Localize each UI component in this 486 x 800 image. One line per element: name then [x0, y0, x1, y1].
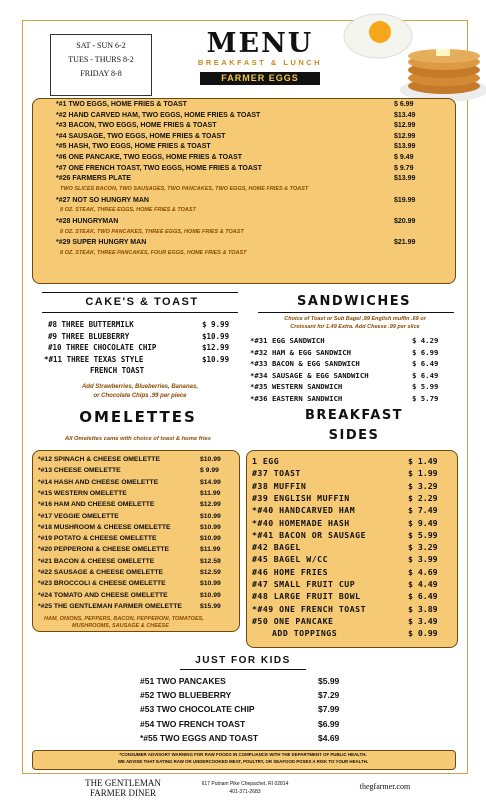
menu-item-label: *#13 CHEESE OMELETTE [38, 467, 121, 475]
menu-item-label: *#14 HASH AND CHEESE OMELETTE [38, 478, 159, 486]
cakes-heading: CAKE'S & TOAST [85, 296, 199, 308]
menu-item-price: $ 9.79 [394, 164, 414, 172]
hours-line: TUES - THURS 8-2 [68, 55, 134, 64]
menu-item-label: *#20 PEPPERONI & CHEESE OMELETTE [38, 546, 170, 554]
menu-item-label: *#3 BACON, TWO EGGS, HOME FRIES & TOAST [56, 122, 217, 130]
menu-item-price: $10.99 [200, 591, 221, 599]
website: thegfarmer.com [359, 782, 411, 791]
omelette-25-desc: MUSHROOMS, SAUSAGE & CHEESE [72, 623, 169, 629]
menu-item-label: *#22 SAUSAGE & CHEESE OMELETTE [38, 569, 164, 576]
menu-item-price: $11.99 [200, 489, 221, 497]
menu-item-label: *#28 HUNGRYMAN [56, 218, 119, 225]
menu-item-label: *#2 HAND CARVED HAM, TWO EGGS, HOME FRIES & TOAST [56, 111, 261, 119]
menu-item-price: $ 4.69 [408, 566, 438, 577]
menu-item-price: $ 0.99 [408, 628, 438, 639]
sides-heading: BREAKFAST [304, 408, 404, 423]
menu-item-price: $10.99 [202, 331, 230, 341]
menu-item-label: *#49 ONE FRENCH TOAST [252, 603, 367, 614]
menu-item-price: $ 1.99 [408, 468, 438, 479]
kids-item-price: $5.99 [318, 676, 340, 686]
menu-item-label: *#32 HAM & EGG SANDWICH [250, 347, 352, 357]
cakes-note: or Chocolate Chips .99 per piece [93, 393, 187, 399]
menu-item-label: *#4 SAUSAGE, TWO EGGS, HOME FRIES & TOAST [56, 132, 226, 140]
menu-item-price: $10.99 [200, 580, 221, 588]
menu-item-label: #9 THREE BLUEBERRY [48, 331, 130, 341]
menu-item-label: #50 ONE PANCAKE [252, 615, 334, 626]
menu-item-label: #10 THREE CHOCOLATE CHIP [48, 343, 157, 352]
menu-item-label: ADD TOPPINGS [272, 628, 338, 639]
menu-item-price: $12.99 [394, 132, 416, 140]
kids-item-price: $4.69 [318, 732, 340, 743]
menu-item-price: $ 3.29 [408, 542, 438, 553]
menu-item-label: #45 BAGEL W/CC [252, 554, 329, 565]
kids-item-price: $6.99 [318, 718, 340, 729]
omelettes-heading: OMELETTES [79, 408, 197, 426]
menu-item-label: #37 TOAST [252, 468, 301, 479]
menu-item-price: $ 9.49 [394, 154, 414, 161]
menu-item-price: $20.99 [394, 218, 416, 225]
menu-item-price: $ 9.49 [408, 517, 438, 528]
farmer-eggs-heading: FARMER EGGS [200, 72, 320, 85]
sandwiches-note: Croissant for 1.49 Extra. Add Cheese .99 per slice [290, 324, 420, 330]
kids-item-label: *#55 TWO EGGS AND TOAST [140, 732, 259, 743]
menu-item-price: $13.99 [394, 143, 416, 151]
menu-item-price: $ 4.49 [408, 579, 438, 589]
menu-item-price: $21.99 [394, 239, 416, 247]
advisory-text: WE ADVISE THAT EATING RAW OR UNDERCOOKED MEAT, POULTRY, OR SEAFOOD POSES A RISK TO YOUR HEALTH. [117, 759, 369, 764]
restaurant-name: FARMER DINER [89, 788, 157, 798]
page-title: MENU [206, 28, 314, 59]
kids-item-label: #51 TWO PANCAKES [140, 676, 226, 686]
menu-item-price: $ 3.29 [408, 480, 438, 491]
menu-item-label: *#6 ONE PANCAKE, TWO EGGS, HOME FRIES & TOAST [56, 154, 243, 161]
hours-line: FRIDAY 8-8 [80, 69, 122, 78]
menu-item-price: $ 9.99 [200, 467, 219, 475]
menu-item-price: $ 6.99 [412, 347, 439, 357]
menu-item-label: *#34 SAUSAGE & EGG SANDWICH [250, 370, 369, 380]
address: 617 Putnam Pike Chepachet, RI 02814 [201, 781, 289, 787]
menu-item-price: $10.99 [200, 456, 221, 463]
menu-item-price: $ 6.49 [412, 370, 439, 380]
menu-item-price: $14.99 [200, 478, 221, 486]
sandwiches-divider [258, 312, 454, 313]
menu-item-price: $10.99 [200, 535, 221, 543]
menu-item-price: $12.99 [200, 501, 221, 509]
menu-item-label: #39 ENGLISH MUFFIN [252, 492, 350, 503]
menu-item-price: $ 3.89 [408, 603, 438, 614]
menu-item-label: *#17 VEGGIE OMELETTE [38, 512, 119, 520]
menu-item-price: $10.99 [200, 512, 221, 520]
menu-item-price: $ 6.49 [412, 359, 439, 368]
menu-item-label: *#18 MUSHROOM & CHEESE OMELETTE [38, 523, 171, 531]
menu-item-price: $ 1.49 [408, 456, 438, 466]
phone: 401-371-2683 [229, 789, 261, 795]
sandwiches-note: Choice of Toast or Sub Bagel .99 English muffin .69 or [284, 316, 426, 322]
menu-item-label: *#23 BROCCOLI & CHEESE OMELETTE [38, 580, 166, 588]
kids-item-label: #54 TWO FRENCH TOAST [140, 718, 246, 729]
menu-item-label: *#19 POTATO & CHEESE OMELETTE [38, 535, 157, 543]
cakes-divider-bottom [42, 312, 238, 313]
menu-item-label: *#5 HASH, TWO EGGS, HOME FRIES & TOAST [56, 143, 211, 151]
menu-item-desc: 8 OZ. STEAK, THREE EGGS, HOME FRIES & TOAST [60, 207, 196, 214]
menu-item-price: $12.59 [200, 557, 221, 565]
menu-item-price: $10.99 [202, 354, 230, 364]
menu-item-label: FRENCH TOAST [90, 366, 145, 375]
hours-box [50, 34, 152, 96]
menu-item-price: $12.59 [200, 569, 221, 576]
menu-item-label: #46 HOME FRIES [252, 566, 329, 577]
menu-item-label: 1 EGG [252, 456, 280, 466]
menu-item-price: $ 6.49 [408, 591, 438, 602]
menu-item-label: *#40 HOMEMADE HASH [252, 517, 350, 528]
kids-item-price: $7.29 [318, 690, 340, 701]
menu-item-price: $13.49 [394, 111, 416, 119]
menu-item-label: *#25 THE GENTLEMAN FARMER OMELETTE [38, 602, 182, 610]
menu-item-label: *#27 NOT SO HUNGRY MAN [56, 196, 149, 204]
menu-item-label: *#24 TOMATO AND CHEESE OMELETTE [38, 591, 168, 599]
menu-item-desc: 8 OZ. STEAK, TWO PANCAKES, THREE EGGS, HOME FRIES & TOAST [60, 228, 244, 235]
menu-item-label: *#31 EGG SANDWICH [250, 336, 325, 345]
menu-item-price: $ 5.79 [412, 393, 439, 403]
menu-item-label: *#12 SPINACH & CHEESE OMELETTE [38, 456, 160, 463]
menu-item-label: *#21 BACON & CHEESE OMELETTE [38, 557, 155, 565]
menu-item-price: $ 9.99 [202, 320, 230, 329]
menu-item-price: $ 3.99 [408, 554, 438, 565]
kids-item-label: #53 TWO CHOCOLATE CHIP [140, 704, 255, 715]
advisory-text: *CONSUMER ADVISORY WARNING FOR RAW FOODS IN COMPLIANCE WITH THE DEPARTMENT OF PUBLIC HEALTH. [119, 752, 367, 757]
menu-item-price: $ 7.49 [408, 505, 438, 516]
cakes-note: Add Strawberries, Blueberries, Bananas, [81, 384, 199, 390]
eggs-pancakes-image [340, 6, 486, 106]
menu-item-label: #47 SMALL FRUIT CUP [252, 579, 356, 589]
menu-item-label: *#40 HANDCARVED HAM [252, 505, 356, 516]
kids-item-label: #52 TWO BLUEBERRY [140, 690, 232, 701]
menu-item-label: *#7 ONE FRENCH TOAST, TWO EGGS, HOME FRIES & TOAST [56, 164, 262, 172]
menu-item-price: $12.99 [202, 343, 230, 352]
menu-item-label: *#11 THREE TEXAS STYLE [44, 354, 144, 364]
menu-item-label: *#29 SUPER HUNGRY MAN [56, 239, 147, 247]
menu-item-label: *#33 BACON & EGG SANDWICH [250, 359, 360, 368]
menu-item-price: $19.99 [394, 196, 416, 204]
menu-item-label: *#1 TWO EGGS, HOME FRIES & TOAST [56, 101, 187, 108]
menu-item-price: $13.99 [394, 175, 416, 183]
omelettes-note: All Omelettes came with choice of toast & home fries [65, 436, 211, 442]
menu-item-label: *#35 WESTERN SANDWICH [250, 382, 343, 391]
menu-item-price: $10.99 [200, 523, 221, 531]
menu-item-price: $12.99 [394, 122, 416, 130]
menu-item-price: $ 6.99 [394, 101, 414, 108]
sides-heading: SIDES [328, 428, 380, 443]
menu-item-label: *#36 EASTERN SANDWICH [250, 393, 343, 403]
menu-item-price: $15.99 [200, 602, 221, 610]
menu-item-label: *#41 BACON OR SAUSAGE [252, 529, 367, 540]
page-subtitle: BREAKFAST & LUNCH [197, 58, 323, 67]
cakes-divider-top [42, 292, 238, 293]
menu-item-price: $ 5.99 [412, 382, 439, 391]
menu-item-price: $ 5.99 [408, 529, 438, 540]
menu-item-desc: 8 OZ. STEAK, THREE PANCAKES, FOUR EGGS, HOME FRIES & TOAST [60, 250, 247, 256]
menu-item-desc: TWO SLICES BACON, TWO SAUSAGES, TWO PANCAKES, TWO EGGS, HOME FRIES & TOAST [60, 185, 309, 192]
omelette-25-desc: HAM, ONIONS, PEPPERS, BACON, PEPPERONI, TOMATOES, [44, 616, 204, 622]
menu-item-price: $ 4.29 [412, 336, 439, 345]
menu-item-price: $ 3.49 [408, 615, 438, 626]
menu-item-label: #42 BAGEL [252, 542, 301, 553]
menu-item-label: *#16 HAM AND CHEESE OMELETTE [38, 501, 155, 509]
kids-heading: JUST FOR KIDS [195, 655, 291, 666]
hours-line: SAT - SUN 6-2 [76, 41, 126, 50]
menu-item-label: #38 MUFFIN [252, 480, 307, 491]
sandwiches-heading: SANDWICHES [297, 294, 411, 309]
restaurant-name: THE GENTLEMAN [85, 778, 161, 788]
menu-item-price: $ 2.29 [408, 492, 438, 503]
menu-item-label: #8 THREE BUTTERMILK [48, 320, 134, 329]
menu-item-label: *#15 WESTERN OMELETTE [38, 489, 127, 497]
menu-item-label: #48 LARGE FRUIT BOWL [252, 591, 361, 602]
menu-item-label: *#26 FARMERS PLATE [56, 175, 131, 183]
kids-item-price: $7.99 [318, 704, 340, 715]
kids-divider [180, 669, 306, 670]
menu-item-price: $11.99 [200, 546, 221, 554]
